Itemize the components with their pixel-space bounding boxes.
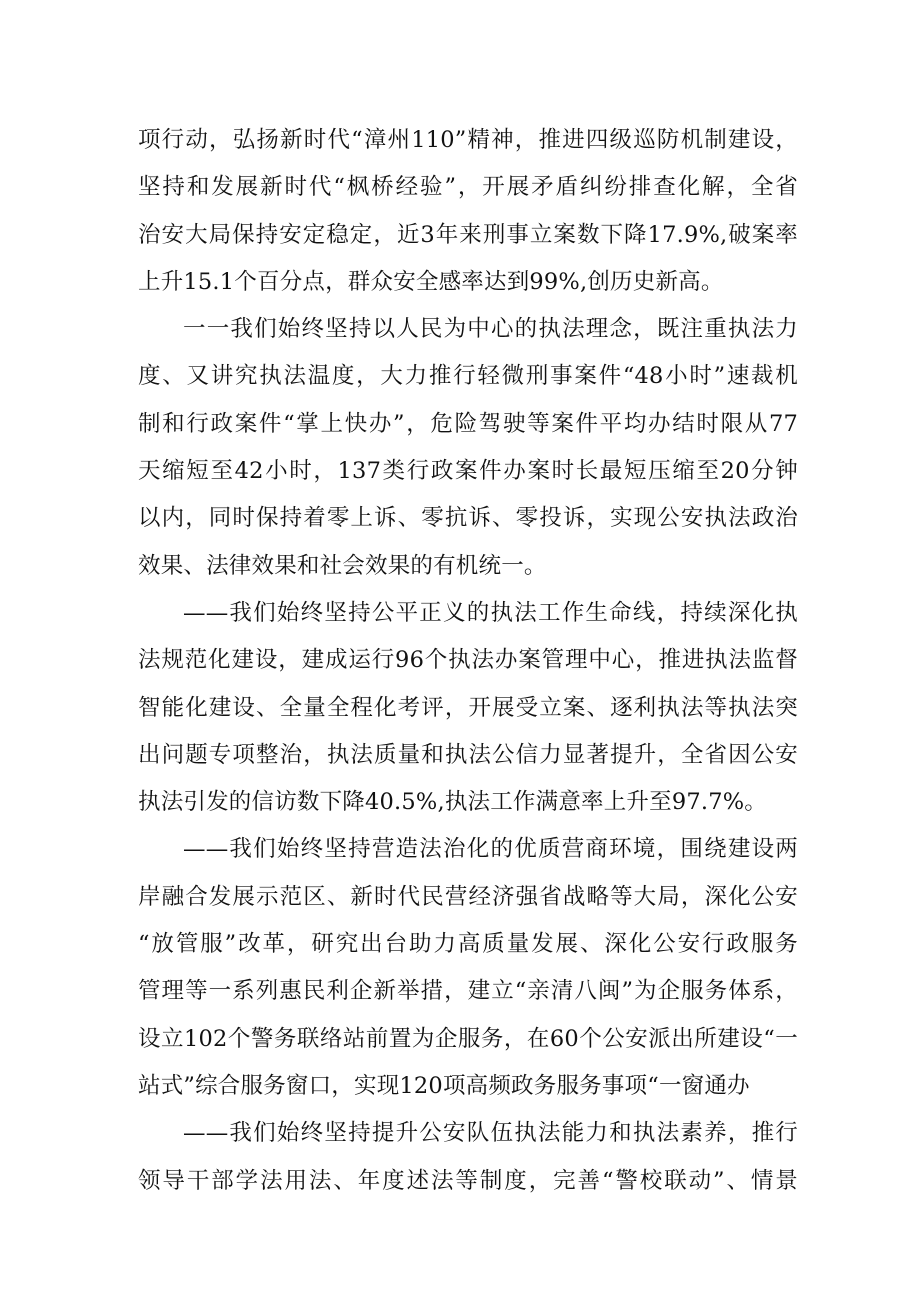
text-line: 执法引发的信访数下降40.5%,执法工作满意率上升至97.7%。 [138,789,768,816]
text-line: 项行动，弘扬新时代“漳州110”精神，推进四级巡防机制建设， [138,127,798,153]
text-line: 管理等一系列惠民利企新举措，建立“亲清八闽”为企服务体系， [138,978,798,1005]
text-line: 设立102个警务联络站前置为企服务，在60个公安派出所建设“一 [138,1025,798,1052]
text-line: 领导干部学法用法、年度述法等制度，完善“警校联动”、情景 [138,1167,798,1194]
text-line: 法规范化建设，建成运行96个执法办案管理中心，推进执法监督 [138,647,798,674]
paragraph-first-line: ——我们始终坚持提升公安队伍执法能力和执法素养，推行 [183,1120,798,1147]
text-line: 度、又讲究执法温度，大力推行轻微刑事案件“48小时”速裁机 [138,363,798,390]
text-line: 出问题专项整治，执法质量和执法公信力显著提升，全省因公安 [138,741,798,768]
text-line: 站式”综合服务窗口，实现120项高频政务服务事项“一窗通办 [138,1072,750,1099]
text-line: 岸融合发展示范区、新时代民营经济强省战略等大局，深化公安 [138,883,798,910]
text-line: 效果、法律效果和社会效果的有机统一。 [138,552,547,579]
paragraph-first-line: 一一我们始终坚持以人民为中心的执法理念，既注重执法力 [183,316,798,343]
text-line: 制和行政案件“掌上快办”，危险驾驶等案件平均办结时限从77 [138,410,798,437]
paragraph-first-line: ——我们始终坚持营造法治化的优质营商环境，围绕建设两 [183,836,798,863]
text-line: 智能化建设、全量全程化考评，开展受立案、逐利执法等执法突 [138,694,798,721]
text-line: 治安大局保持安定稳定，近3年来刑事立案数下降17.9%,破案率 [138,221,798,248]
text-line: 上升15.1个百分点，群众安全感率达到99%,创历史新高。 [138,268,724,295]
body-text [138,117,798,1205]
paragraph-first-line: ——我们始终坚持公平正义的执法工作生命线，持续深化执 [183,599,798,626]
text-line: 坚持和发展新时代“枫桥经验”，开展矛盾纠纷排查化解，全省 [138,174,798,201]
text-line: “放管服”改革，研究出台助力高质量发展、深化公安行政服务 [138,931,798,958]
text-line: 天缩短至42小时，137类行政案件办案时长最短压缩至20分钟 [138,458,798,485]
text-line: 以内，同时保持着零上诉、零抗诉、零投诉，实现公安执法政治 [138,505,798,532]
